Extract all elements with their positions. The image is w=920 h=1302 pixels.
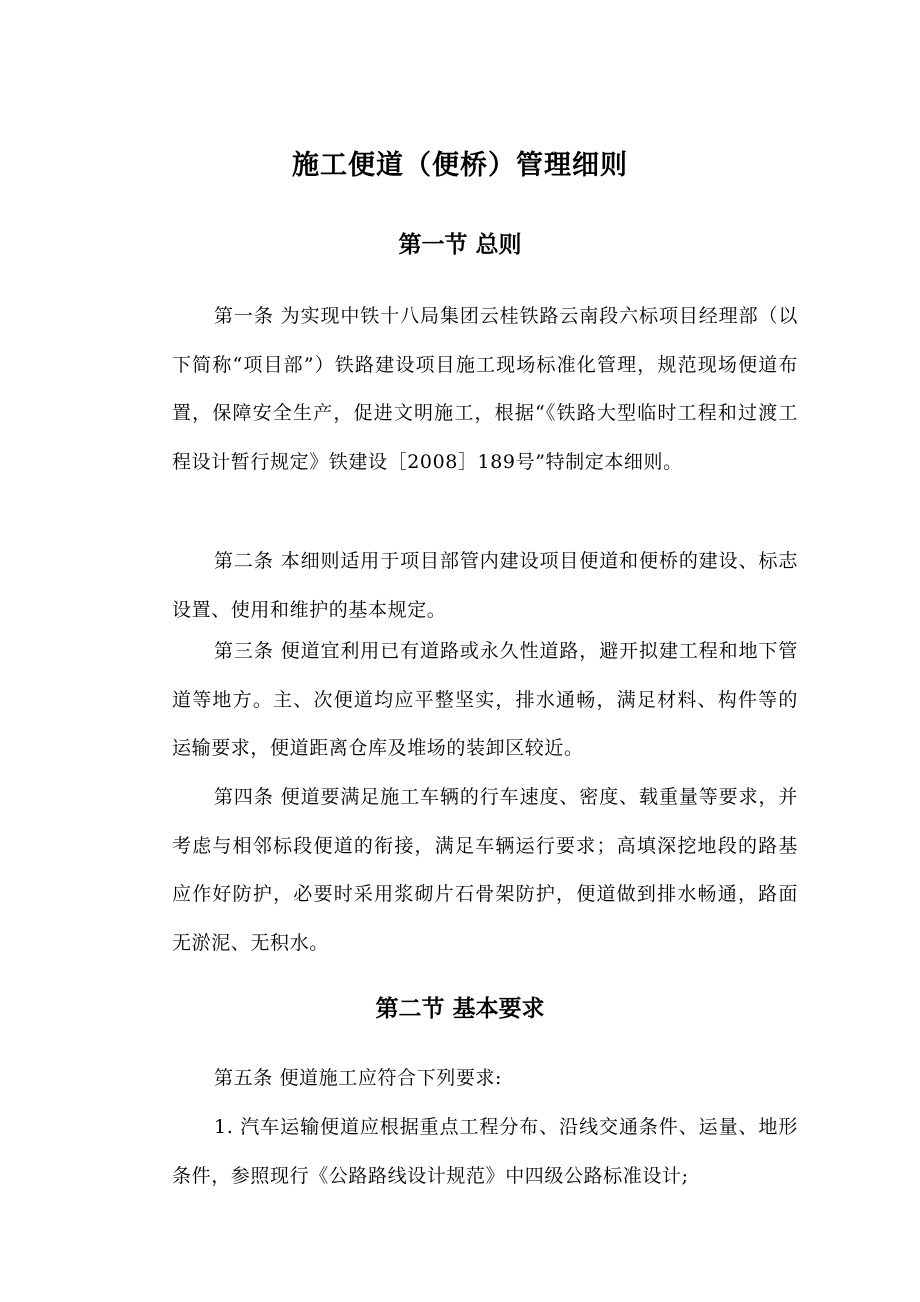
article-2-paragraph: 第二条 本细则适用于项目部管内建设项目便道和便桥的建设、标志设置、使用和维护的基本规定。 <box>172 550 798 621</box>
article-3-paragraph: 第三条 便道宜利用已有道路或永久性道路，避开拟建工程和地下管道等地方。主、次便道均应平整坚实，排水通畅，满足材料、构件等的运输要求，便道距离仓库及堆场的装卸区较近。 <box>172 640 798 759</box>
requirement-item-1: 1. 汽车运输便道应根据重点工程分布、沿线交通条件、运量、地形条件，参照现行《公路路线设计规范》中四级公路标准设计; <box>172 1116 798 1187</box>
article-5-paragraph: 第五条 便道施工应符合下列要求: <box>214 1067 503 1089</box>
section-heading-basic-requirements: 第二节 基本要求 <box>375 996 545 1022</box>
document-title: 施工便道（便桥）管理细则 <box>292 150 628 181</box>
section-heading-general: 第一节 总则 <box>398 232 522 258</box>
article-4-paragraph: 第四条 便道要满足施工车辆的行车速度、密度、载重量等要求，并考虑与相邻标段便道的衔接，满足车辆运行要求；高填深挖地段的路基应作好防护，必要时采用浆砌片石骨架防护，便道做到排水畅通，路面无淤泥、无积水。 <box>172 786 798 954</box>
article-1-paragraph: 第一条 为实现中铁十八局集团云桂铁路云南段六标项目经理部（以下简称“项目部”）铁路建设项目施工现场标准化管理，规范现场便道布置，保障安全生产，促进文明施工，根据“《铁路大型临时工程和过渡工程设计暂行规定》铁建设［2008］189号”特制定本细则。 <box>172 305 798 473</box>
